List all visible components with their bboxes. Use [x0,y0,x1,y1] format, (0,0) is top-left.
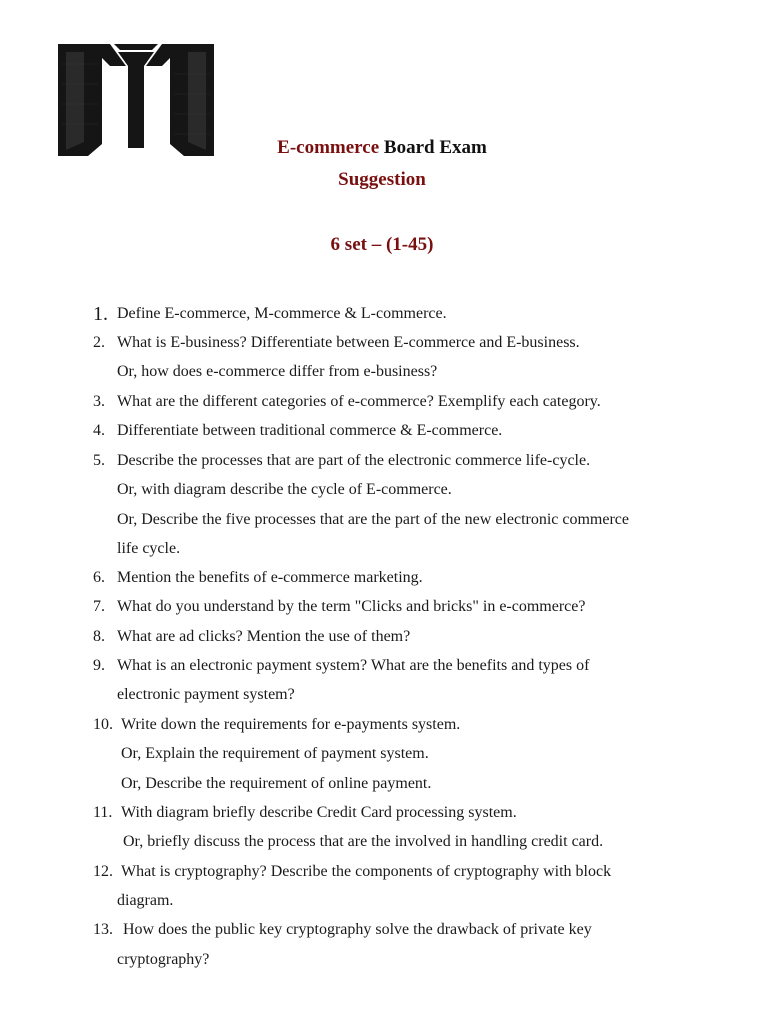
title-subject: E-commerce [277,137,380,158]
question-text: Mention the benefits of e-commerce marketing. [117,569,423,586]
question-text: Or, with diagram describe the cycle of E-commerce. [117,481,452,498]
title-rest: Board Exam [383,137,487,158]
question-text: What are the different categories of e-commerce? Exemplify each category. [117,393,601,410]
question-number: 2. [93,334,105,351]
question-text: life cycle. [117,540,181,557]
question-text: Describe the processes that are part of the electronic commerce life-cycle. [117,452,591,469]
question-text: Or, Explain the requirement of payment system. [121,745,429,762]
question-number: 4. [93,422,105,439]
question-text: diagram. [117,892,174,909]
question-text: How does the public key cryptography solve the drawback of private key [123,921,592,938]
question-text: Or, Describe the requirement of online payment. [121,775,432,792]
question-number: 1. [93,303,108,325]
question-text: electronic payment system? [117,686,295,703]
document-title [0,137,766,159]
question-number: 10. [93,716,113,733]
question-text: What do you understand by the term "Clicks and bricks" in e-commerce? [117,598,586,615]
question-number: 3. [93,393,105,410]
question-number: 6. [93,569,105,586]
question-text: With diagram briefly describe Credit Card processing system. [121,804,517,821]
question-text: Define E-commerce, M-commerce & L-commerce. [117,305,447,322]
question-number: 9. [93,657,105,674]
question-text: What is E-business? Differentiate between E-commerce and E-business. [117,334,580,351]
question-text: What are ad clicks? Mention the use of them? [117,628,411,645]
question-number: 13. [93,921,113,938]
question-text: Write down the requirements for e-payments system. [121,716,461,733]
question-text: Differentiate between traditional commerce & E-commerce. [117,422,503,439]
question-text: Or, how does e-commerce differ from e-business? [117,363,438,380]
question-text: What is cryptography? Describe the components of cryptography with block [121,863,612,880]
question-text: Or, Describe the five processes that are the part of the new electronic commerce [117,511,630,528]
set-info: 6 set – (1-45) [330,234,434,255]
document-subtitle: Suggestion [338,169,426,190]
question-number: 12. [93,863,113,880]
question-text: cryptography? [117,951,210,968]
question-text: What is an electronic payment system? What are the benefits and types of [117,657,590,674]
question-text: Or, briefly discuss the process that are the involved in handling credit card. [123,833,604,850]
question-number: 5. [93,452,105,469]
question-number: 11. [93,804,113,821]
question-number: 8. [93,628,105,645]
question-number: 7. [93,598,105,615]
